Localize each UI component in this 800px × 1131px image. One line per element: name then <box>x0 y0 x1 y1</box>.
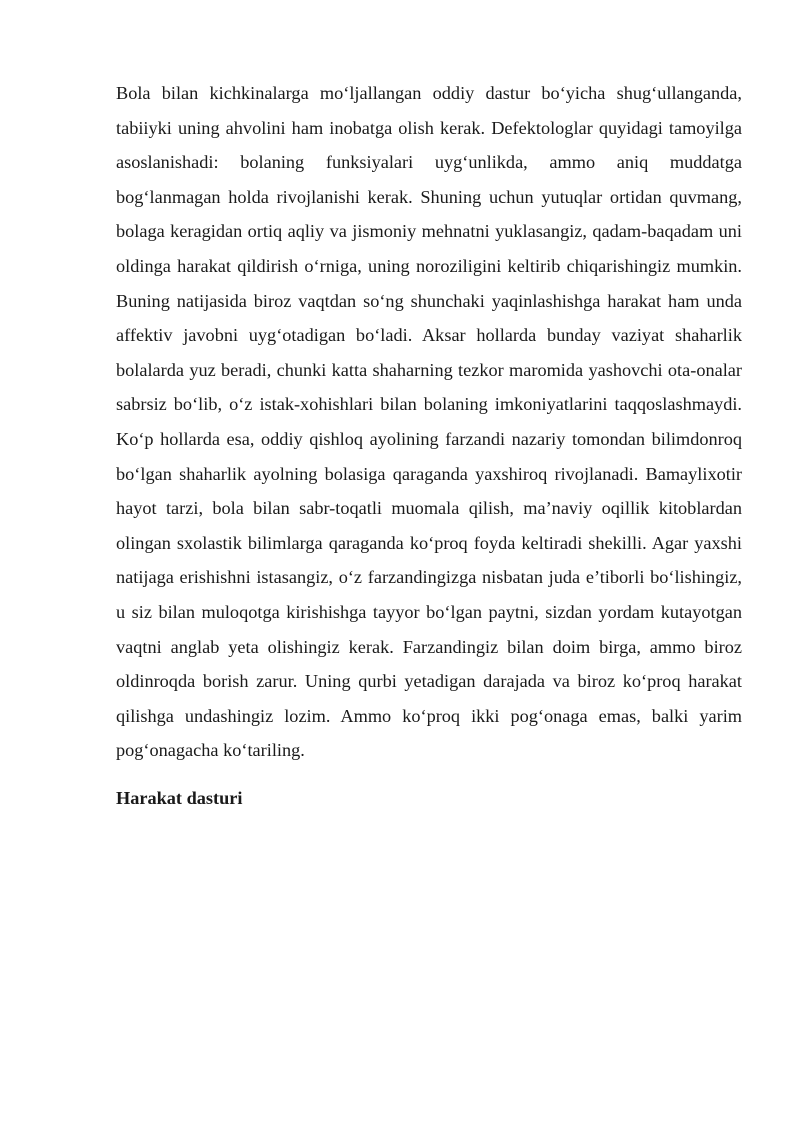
section-heading: Harakat dasturi <box>116 787 243 808</box>
body-paragraph: Bola bilan kichkinalarga mo‘ljallangan oddiy dastur bo‘yicha shug‘ullanganda, tabiiyki uning ahvolini ham inobatga olish kerak. Defektologlar quyidagi tamoyilga asoslanishadi: bolaning funksiyalari uyg‘unlikda, ammo aniq muddatga bog‘lanmagan holda rivojlanishi kerak. Shuning uchun yutuqlar ortidan quvmang, bolaga keragidan ortiq aqliy va jismoniy mehnatni yuklasangiz, qadam-baqadam uni oldinga harakat qildirish o‘rniga, uning noroziligini keltirib chiqarishingiz mumkin. Buning natijasida biroz vaqtdan so‘ng shunchaki yaqinlashishga harakat ham unda affektiv javobni uyg‘otadigan bo‘ladi. Aksar hollarda bunday vaziyat shaharlik bolalarda yuz beradi, chunki katta shaharning tezkor maromida yashovchi ota-onalar sabrsiz bo‘lib, o‘z istak-xohishlari bilan bolaning imkoniyatlarini taqqoslashmaydi. Ko‘p hollarda esa, oddiy qishloq ayolining farzandi nazariy tomondan bilimdonroq bo‘lgan shaharlik ayolning bolasiga qaraganda yaxshiroq rivojlanadi. Bamaylixotir hayot tarzi, bola bilan sabr-toqatli muomala qilish, ma’naviy oqillik kitoblardan olingan sxolastik bilimlarga qaraganda ko‘proq foyda keltiradi shekilli. Agar yaxshi natijaga erishishni istasangiz, o‘z farzandingizga nisbatan juda e’tiborli bo‘lishingiz, u siz bilan muloqotga kirishishga tayyor bo‘lgan paytni, sizdan yordam kutayotgan vaqtni anglab yeta olishingiz kerak. Farzandingiz bilan doim birga, ammo biroz oldinroqda borish zarur. Uning qurbi yetadigan darajada va biroz ko‘proq harakat qilishga undashingiz lozim. Ammo ko‘proq ikki pog‘onaga emas, balki yarim pog‘onagacha ko‘tariling. <box>116 83 742 761</box>
document-page <box>116 76 742 815</box>
